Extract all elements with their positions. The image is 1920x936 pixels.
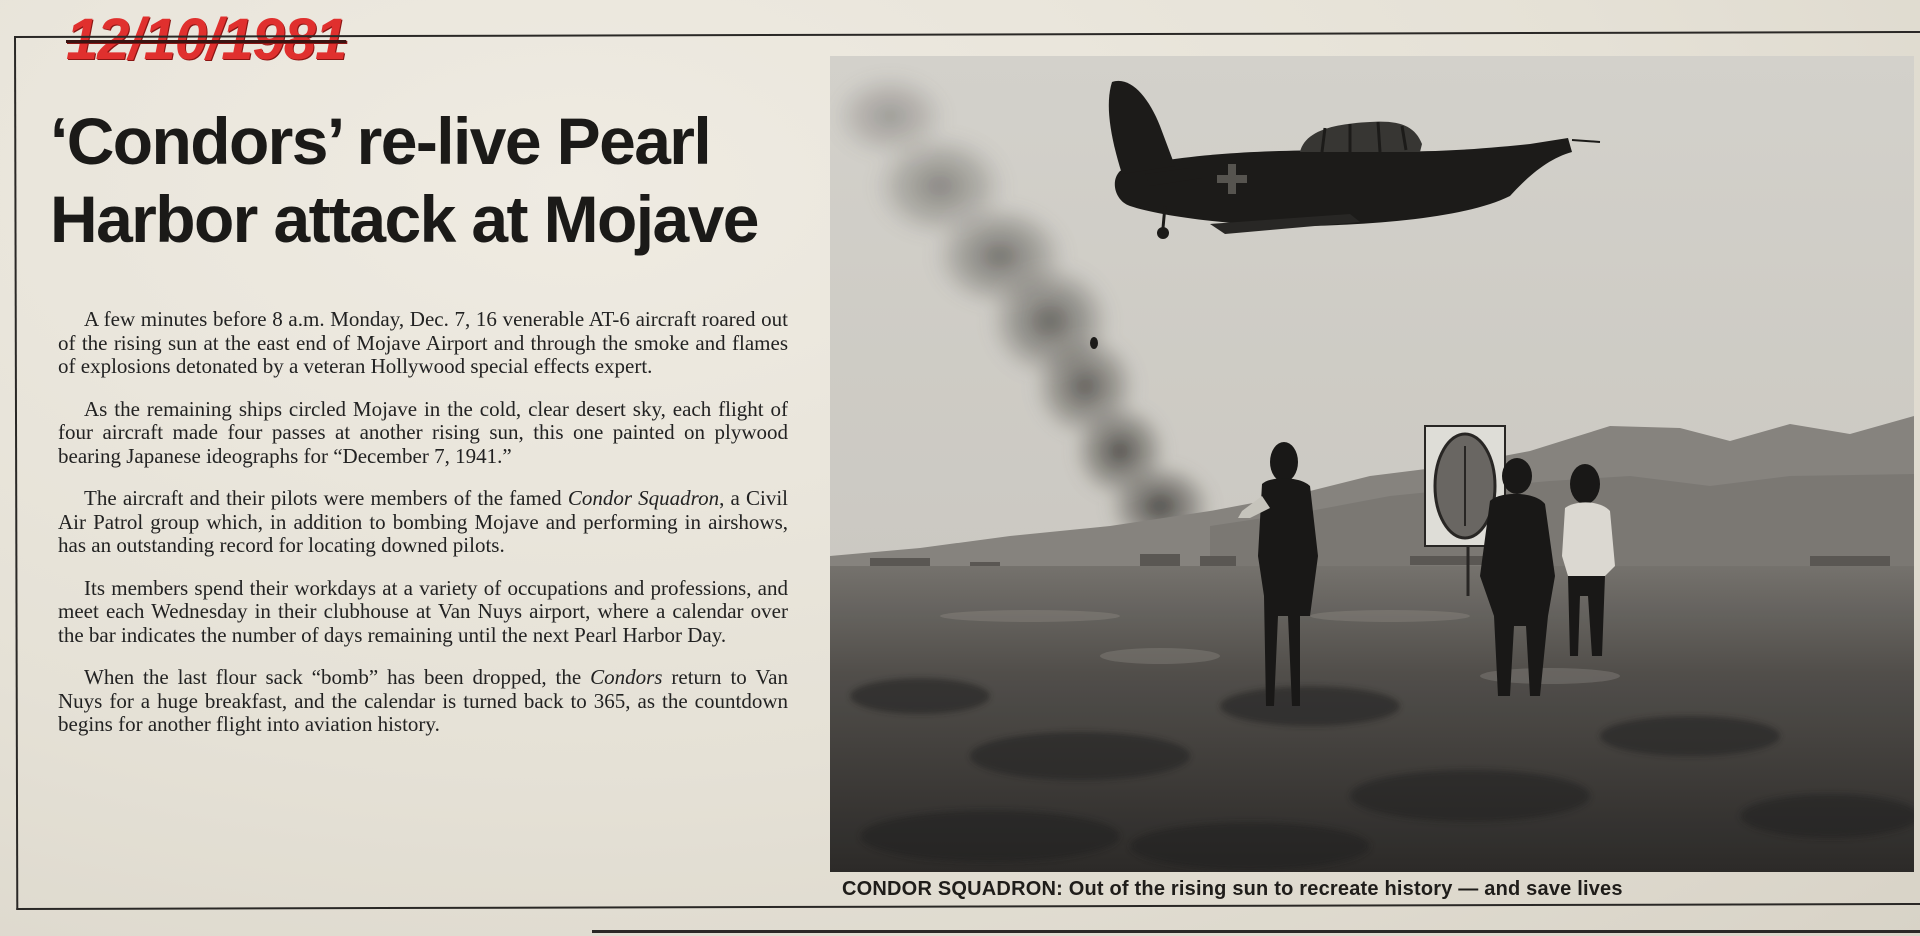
paragraph-3-part-2: , a Civil Air Patrol group which, in addition to bombing Mojave and performing in airshows, has an outstanding record for locating downed pilots.: [58, 486, 788, 557]
headline-line-2: Harbor attack at Mojave: [50, 182, 758, 256]
paragraph-3-part-1: The aircraft and their pilots were members of the famed: [84, 486, 568, 510]
paragraph-4: Its members spend their workdays at a variety of occupations and professions, and meet each Wednesday in their clubhouse at Van Nuys airport, where a calendar over the bar indicates the number of days remaining until the next Pearl Harbor Day.: [58, 575, 788, 647]
headline-line-1: ‘Condors’ re-live Pearl: [50, 104, 711, 178]
paragraph-5-italic: Condors: [590, 665, 663, 689]
bottom-column-rule: [592, 930, 1920, 933]
paragraph-3-italic: Condor Squadron: [567, 486, 720, 510]
paragraph-3: [58, 487, 788, 558]
paragraph-5-part-2: return to Van Nuys for a huge breakfast, and the calendar is turned back to 365, as the countdown begins for another flight into aviation history.: [58, 665, 788, 736]
paragraph-2: As the remaining ships circled Mojave in the cold, clear desert sky, each flight of four aircraft made four passes at another rising sun, this one painted on plywood bearing Japanese ideographs for “December 7, 1941.”: [58, 396, 788, 468]
article-headline: [50, 102, 850, 258]
article-body: [58, 308, 788, 756]
photo-caption: CONDOR SQUADRON: Out of the rising sun to recreate history — and save lives: [842, 878, 1623, 900]
handwritten-date-stamp: 12/10/1981: [66, 7, 347, 72]
photo-scene: [830, 56, 1914, 872]
paragraph-5-part-1: When the last flour sack “bomb” has been dropped, the: [84, 665, 591, 689]
paragraph-5: [58, 666, 788, 737]
news-photo: [830, 56, 1914, 872]
paragraph-1: A few minutes before 8 a.m. Monday, Dec. 7, 16 venerable AT-6 aircraft roared out of the rising sun at the east end of Mojave Airport and through the smoke and flames of explosions detonated by a veteran Hollywood special effects expert.: [58, 307, 788, 378]
